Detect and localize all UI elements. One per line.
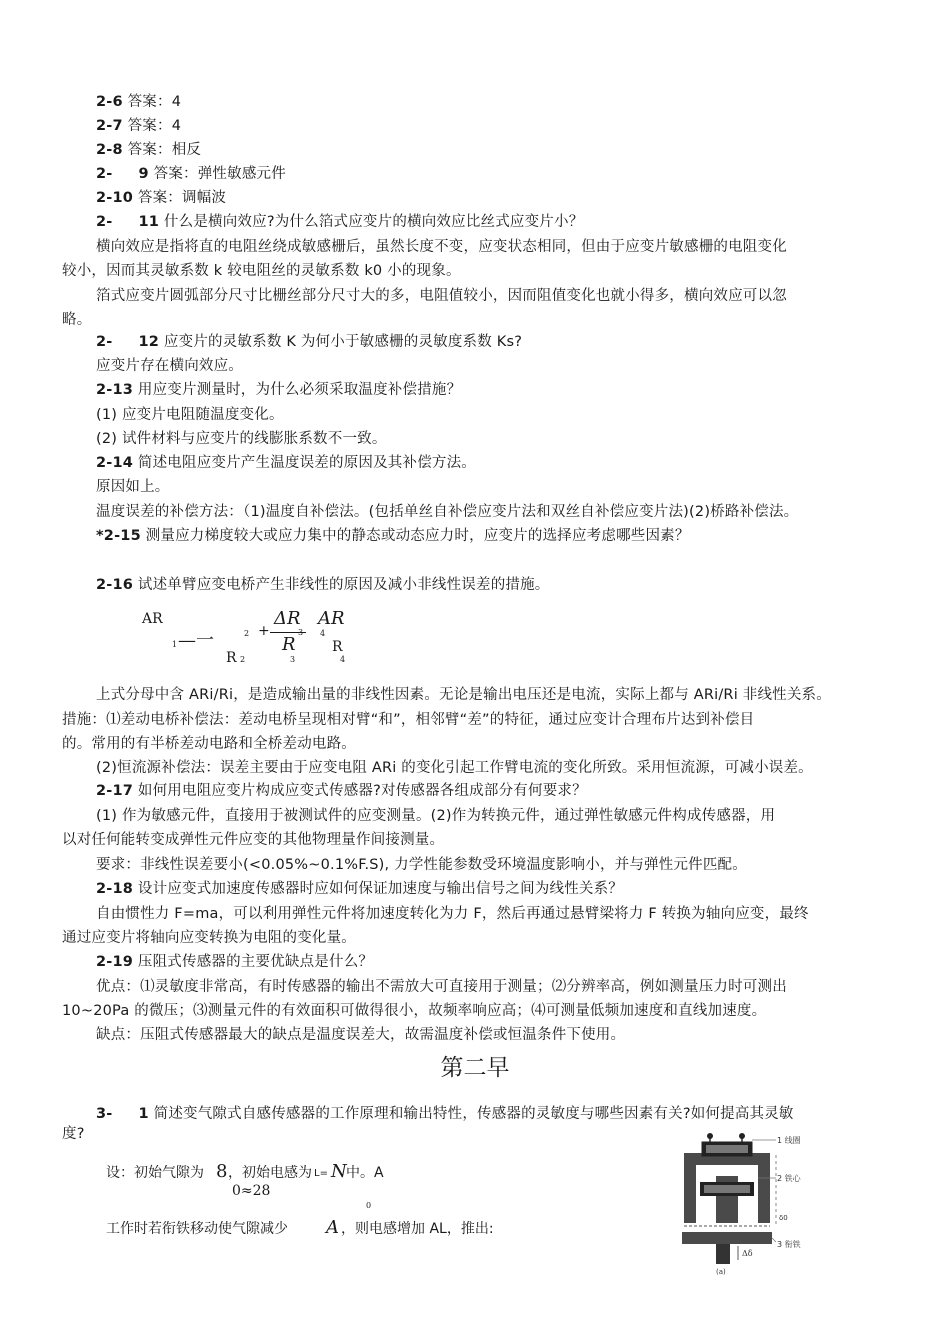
- question-line: [96, 92, 181, 112]
- formula-small-2: 2: [244, 629, 250, 638]
- question-number: 2-18: [96, 881, 134, 897]
- line-text: 答案：调幅波: [133, 190, 227, 206]
- text-line: [96, 237, 787, 257]
- line-text: 横向效应是指将直的电阻丝绕成敏感栅后，虽然长度不变，应变状态相同，但由于应变片敏感栅的电阻变化: [96, 239, 787, 255]
- text-line: [62, 1001, 766, 1021]
- text-line: [96, 685, 831, 705]
- text-line: [62, 734, 356, 754]
- question-number-part: 1: [138, 1106, 149, 1122]
- formula-sub-4-top: 4: [320, 629, 326, 638]
- question-line: [96, 164, 286, 184]
- line-text: 的。常用的有半桥差动电路和全桥差动电路。: [62, 736, 356, 752]
- question-number: 2-7: [96, 118, 123, 134]
- question-number: 2-: [96, 334, 113, 350]
- formula2-text-a: 设：初始气隙为: [106, 1165, 204, 1181]
- formula-r2: R: [226, 650, 237, 666]
- question-number: 2-16: [96, 577, 134, 593]
- line-text: 答案：相反: [122, 142, 202, 158]
- text-line: [96, 477, 170, 497]
- formula2-l-eq: L=: [314, 1168, 328, 1179]
- figure-label-a: (a): [716, 1268, 726, 1276]
- line-text: 用应变片测量时，为什么必须采取温度补偿措施？: [133, 382, 462, 398]
- text-line: [96, 405, 284, 425]
- line-text: 应变片的灵敏系数 K 为何小于敏感栅的灵敏度系数 Ks?: [159, 334, 523, 350]
- text-line: [62, 928, 356, 948]
- figure-label-armature: 3 衔铁: [777, 1240, 801, 1249]
- figure-label-core: 2 铁心: [777, 1174, 801, 1183]
- question-line: [96, 526, 690, 546]
- line-text: (1) 作为敏感元件，直接用于被测试件的应变测量。(2)作为转换元件，通过弹性敏感元件构成传感器，用: [96, 808, 776, 824]
- question-number: *2-15: [96, 528, 141, 544]
- formula-r4-sub: 4: [340, 655, 346, 664]
- text-line: [96, 855, 747, 875]
- sensor-figure: [676, 1128, 836, 1276]
- formula-r4: R: [332, 639, 343, 655]
- question-number-part: 12: [138, 334, 160, 350]
- figure-label-coil: 1 线圈: [777, 1136, 801, 1145]
- question-number: 3-: [96, 1106, 113, 1122]
- line-text: 自由惯性力 F=ma，可以利用弹性元件将加速度转化为力 F，然后再通过悬臂梁将力 F 转换为轴向应变，最终: [96, 906, 809, 922]
- formula-small-3: 3: [298, 628, 304, 637]
- line-text: 上式分母中含 ARi/Ri，是造成输出量的非线性因素。无论是输出电压还是电流，实际上都与 ARi/Ri 非线性关系。: [96, 687, 831, 703]
- formula3-text-b: ，则电感增加 AL，推出:: [341, 1221, 494, 1237]
- armature: [682, 1232, 772, 1244]
- formula-r3-sub: 3: [290, 655, 296, 664]
- line-text: (2) 试件材料与应变片的线膨胀系数不一致。: [96, 431, 387, 447]
- question-line: [96, 781, 587, 801]
- line-text: 简述电阻应变片产生温度误差的原因及其补偿方法。: [133, 455, 477, 471]
- text-line: [96, 758, 813, 778]
- line-text: 度?: [62, 1126, 85, 1142]
- line-text: 温度误差的补偿方法：（1)温度自补偿法。(包括单丝自补偿应变片法和双丝自补偿应变片法)(2)桥路补偿法。: [96, 504, 799, 520]
- question-number: 2-14: [96, 455, 134, 471]
- formula-r2-sub: 2: [240, 655, 246, 664]
- formula3-a: A: [326, 1217, 339, 1238]
- line-text: 优点：⑴灵敏度非常高，有时传感器的输出不需放大可直接用于测量；⑵分辨率高，例如测量压力时可测出: [96, 979, 787, 995]
- text-line: [62, 1124, 85, 1144]
- formula2-delta: 8: [216, 1161, 228, 1182]
- line-text: 答案：4: [122, 118, 182, 134]
- formula-ar-left: AR: [142, 611, 163, 627]
- formula-ar-right: AR: [318, 608, 345, 629]
- text-line: [62, 261, 461, 281]
- question-number: 2-6: [96, 94, 123, 110]
- formula2-sub-0: 0: [366, 1201, 372, 1210]
- line-text: 设计应变式加速度传感器时应如何保证加速度与输出信号之间为线性关系？: [133, 881, 623, 897]
- line-text: 通过应变片将轴向应变转换为电阻的变化量。: [62, 930, 356, 946]
- figure-label-delta: Δδ: [742, 1249, 753, 1258]
- line-text: 压阻式传感器的主要优缺点是什么？: [133, 954, 374, 970]
- line-text: 简述变气隙式自感传感器的工作原理和输出特性，传感器的灵敏度与哪些因素有关?如何提高其灵敏: [148, 1106, 794, 1122]
- text-line: [62, 710, 754, 730]
- line-text: 以对任何能转变成弹性元件应变的其他物理量作间接测量。: [62, 832, 445, 848]
- line-text: 什么是横向效应?为什么箔式应变片的横向效应比丝式应变片小？: [159, 214, 584, 230]
- question-line: [96, 575, 550, 595]
- text-line: [96, 429, 387, 449]
- question-line: [96, 212, 583, 232]
- line-text: 答案：弹性敏感元件: [148, 166, 286, 182]
- question-number: 2-19: [96, 954, 134, 970]
- line-text: 答案：4: [122, 94, 182, 110]
- line-text: 试述单臂应变电桥产生非线性的原因及减小非线性误差的措施。: [133, 577, 550, 593]
- question-line: [96, 1104, 794, 1124]
- question-line: [96, 188, 226, 208]
- line-text: 缺点：压阻式传感器最大的缺点是温度误差大，故需温度补偿或恒温条件下使用。: [96, 1027, 626, 1043]
- question-number-part: 11: [138, 214, 160, 230]
- question-number: 2-13: [96, 382, 134, 398]
- question-line: [96, 453, 476, 473]
- formula3-text-a: 工作时若衔铁移动使气隙减少: [106, 1221, 288, 1237]
- question-line: [96, 332, 522, 352]
- text-line: [62, 830, 444, 850]
- line-text: 较小，因而其灵敏系数 k 较电阻丝的灵敏系数 k0 小的现象。: [62, 263, 461, 279]
- formula-sub-1: 1: [172, 640, 178, 649]
- line-text: 箔式应变片圆弧部分尺寸比栅丝部分尺寸大的多，电阻值较小，因而阻值变化也就小得多，横向效应可以忽: [96, 288, 787, 304]
- formula2-text-c: 中。A: [346, 1165, 384, 1181]
- line-text: (2)恒流源补偿法：误差主要由于应变电阻 ARi 的变化引起工作臂电流的变化所致。采用恒流源，可减小误差。: [96, 760, 813, 776]
- text-line: [62, 310, 91, 330]
- question-line: [96, 380, 461, 400]
- line-text: 应变片存在横向效应。: [96, 358, 243, 374]
- text-line: [96, 502, 798, 522]
- question-number: 2-8: [96, 142, 123, 158]
- formula-frac-num: ΔR: [274, 608, 301, 629]
- formula2-n: N: [331, 1161, 347, 1182]
- formula-frac-den: R: [282, 634, 296, 655]
- chapter-heading: 第二早: [440, 1055, 510, 1081]
- text-line: [96, 904, 809, 924]
- line-text: 略。: [62, 312, 92, 328]
- question-number: 2-: [96, 166, 113, 182]
- formula-dash: —一: [178, 630, 214, 651]
- formula-plus: +: [258, 623, 270, 639]
- text-line: [96, 286, 787, 306]
- question-line: [96, 140, 201, 160]
- question-number: 2-: [96, 214, 113, 230]
- formula2-sub-028: 0≈28: [232, 1183, 271, 1199]
- question-line: [96, 879, 623, 899]
- line-text: (1) 应变片电阻随温度变化。: [96, 407, 284, 423]
- question-number: 2-17: [96, 783, 134, 799]
- formula2-text-b: ，初始电感为: [228, 1165, 312, 1181]
- line-text: 如何用电阻应变片构成应变式传感器?对传感器各组成部分有何要求？: [133, 783, 587, 799]
- text-line: [96, 806, 775, 826]
- line-text: 原因如上。: [96, 479, 170, 495]
- question-number-part: 9: [138, 166, 149, 182]
- text-line: [96, 977, 787, 997]
- question-line: [96, 116, 181, 136]
- line-text: 测量应力梯度较大或应力集中的静态或动态应力时，应变片的选择应考虑哪些因素？: [140, 528, 690, 544]
- question-line: [96, 952, 373, 972]
- question-number: 2-10: [96, 190, 134, 206]
- text-line: [96, 356, 243, 376]
- line-text: 措施：⑴差动电桥补偿法：差动电桥呈现相对臂“和”，相邻臂“差”的特征，通过应变计合理布片达到补偿目: [62, 712, 755, 728]
- text-line: [96, 1025, 625, 1045]
- line-text: 10~20Pa 的微压；⑶测量元件的有效面积可做得很小，故频率响应高；⑷可测量低频加速度和直线加速度。: [62, 1003, 767, 1019]
- figure-label-gap: δ0: [779, 1214, 788, 1222]
- line-text: 要求：非线性误差要小(<0.05%~0.1%F.S), 力学性能参数受环境温度影响小，并与弹性元件匹配。: [96, 857, 747, 873]
